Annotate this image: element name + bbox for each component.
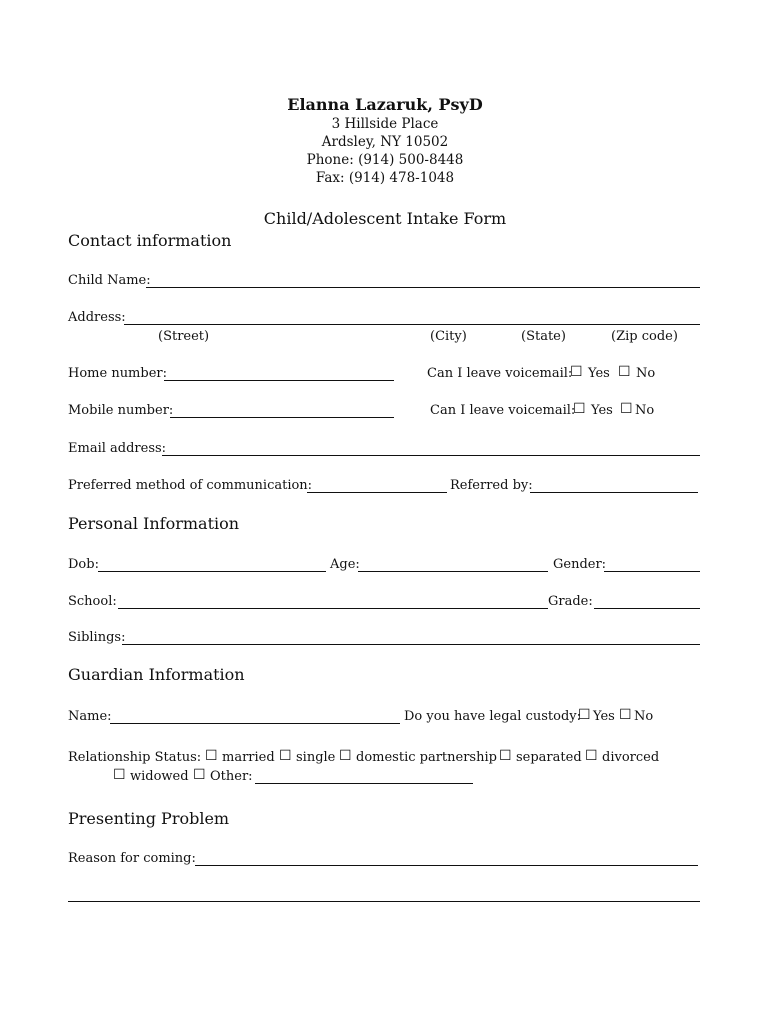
married-checkbox[interactable]: ☐ <box>205 748 218 764</box>
guardian-name-field[interactable] <box>110 723 400 724</box>
grade-label: Grade: <box>548 594 593 609</box>
single-label: single <box>296 750 336 765</box>
dob-label: Dob: <box>68 557 99 572</box>
domestic-checkbox[interactable]: ☐ <box>339 748 352 764</box>
provider-street: 3 Hillside Place <box>331 116 439 132</box>
widowed-checkbox[interactable]: ☐ <box>113 767 126 783</box>
home-number-field[interactable] <box>164 380 394 381</box>
provider-name: Elanna Lazaruk, PsyD <box>287 95 483 114</box>
email-label: Email address: <box>68 441 167 456</box>
problem-heading: Presenting Problem <box>68 809 230 828</box>
home-voicemail-yes-label: Yes <box>588 366 610 381</box>
divorced-checkbox[interactable]: ☐ <box>585 748 598 764</box>
other-checkbox[interactable]: ☐ <box>193 767 206 783</box>
provider-phone: Phone: (914) 500-8448 <box>306 152 464 168</box>
reason-field[interactable] <box>195 865 698 866</box>
divorced-label: divorced <box>602 750 660 765</box>
custody-no-checkbox[interactable]: ☐ <box>619 707 632 723</box>
custody-yes-checkbox[interactable]: ☐ <box>578 707 591 723</box>
form-title: Child/Adolescent Intake Form <box>263 209 507 228</box>
other-field[interactable] <box>255 783 473 784</box>
home-voicemail-yes-checkbox[interactable]: ☐ <box>570 364 583 380</box>
preferred-method-label: Preferred method of communication: <box>68 478 313 493</box>
child-name-field[interactable] <box>146 287 700 288</box>
custody-no-label: No <box>634 709 654 724</box>
mobile-number-label: Mobile number: <box>68 403 174 418</box>
zip-hint: (Zip code) <box>611 329 678 344</box>
domestic-label: domestic partnership <box>356 750 497 765</box>
school-label: School: <box>68 594 117 609</box>
mobile-voicemail-yes-label: Yes <box>591 403 613 418</box>
address-field[interactable] <box>124 324 700 325</box>
address-label: Address: <box>68 310 126 325</box>
age-field[interactable] <box>358 571 548 572</box>
city-hint: (City) <box>430 329 467 344</box>
reason-field-continued[interactable] <box>68 901 700 902</box>
street-hint: (Street) <box>158 329 210 344</box>
email-field[interactable] <box>162 455 700 456</box>
mobile-voicemail-label: Can I leave voicemail: <box>430 403 576 418</box>
provider-fax: Fax: (914) 478-1048 <box>315 170 455 186</box>
child-name-label: Child Name: <box>68 273 151 288</box>
referred-by-field[interactable] <box>530 492 698 493</box>
grade-field[interactable] <box>594 608 700 609</box>
dob-field[interactable] <box>98 571 326 572</box>
mobile-voicemail-yes-checkbox[interactable]: ☐ <box>573 401 586 417</box>
separated-label: separated <box>516 750 582 765</box>
relationship-label: Relationship Status: <box>68 750 202 765</box>
preferred-method-field[interactable] <box>307 492 447 493</box>
home-voicemail-label: Can I leave voicemail: <box>427 366 573 381</box>
mobile-number-field[interactable] <box>170 417 394 418</box>
siblings-field[interactable] <box>122 644 700 645</box>
siblings-label: Siblings: <box>68 630 126 645</box>
home-voicemail-no-label: No <box>636 366 656 381</box>
widowed-label: widowed <box>130 769 189 784</box>
reason-label: Reason for coming: <box>68 851 196 866</box>
single-checkbox[interactable]: ☐ <box>279 748 292 764</box>
gender-field[interactable] <box>604 571 700 572</box>
home-voicemail-no-checkbox[interactable]: ☐ <box>618 364 631 380</box>
guardian-name-label: Name: <box>68 709 112 724</box>
home-number-label: Home number: <box>68 366 167 381</box>
school-field[interactable] <box>118 608 548 609</box>
married-label: married <box>222 750 275 765</box>
mobile-voicemail-no-label: No <box>635 403 655 418</box>
other-label: Other: <box>210 769 253 784</box>
gender-label: Gender: <box>553 557 607 572</box>
provider-city: Ardsley, NY 10502 <box>321 134 449 150</box>
custody-label: Do you have legal custody: <box>404 709 581 724</box>
custody-yes-label: Yes <box>593 709 615 724</box>
state-hint: (State) <box>521 329 566 344</box>
guardian-heading: Guardian Information <box>68 665 245 684</box>
referred-by-label: Referred by: <box>450 478 533 493</box>
separated-checkbox[interactable]: ☐ <box>499 748 512 764</box>
personal-heading: Personal Information <box>68 514 240 533</box>
mobile-voicemail-no-checkbox[interactable]: ☐ <box>620 401 633 417</box>
contact-heading: Contact information <box>68 231 232 250</box>
age-label: Age: <box>330 557 360 572</box>
